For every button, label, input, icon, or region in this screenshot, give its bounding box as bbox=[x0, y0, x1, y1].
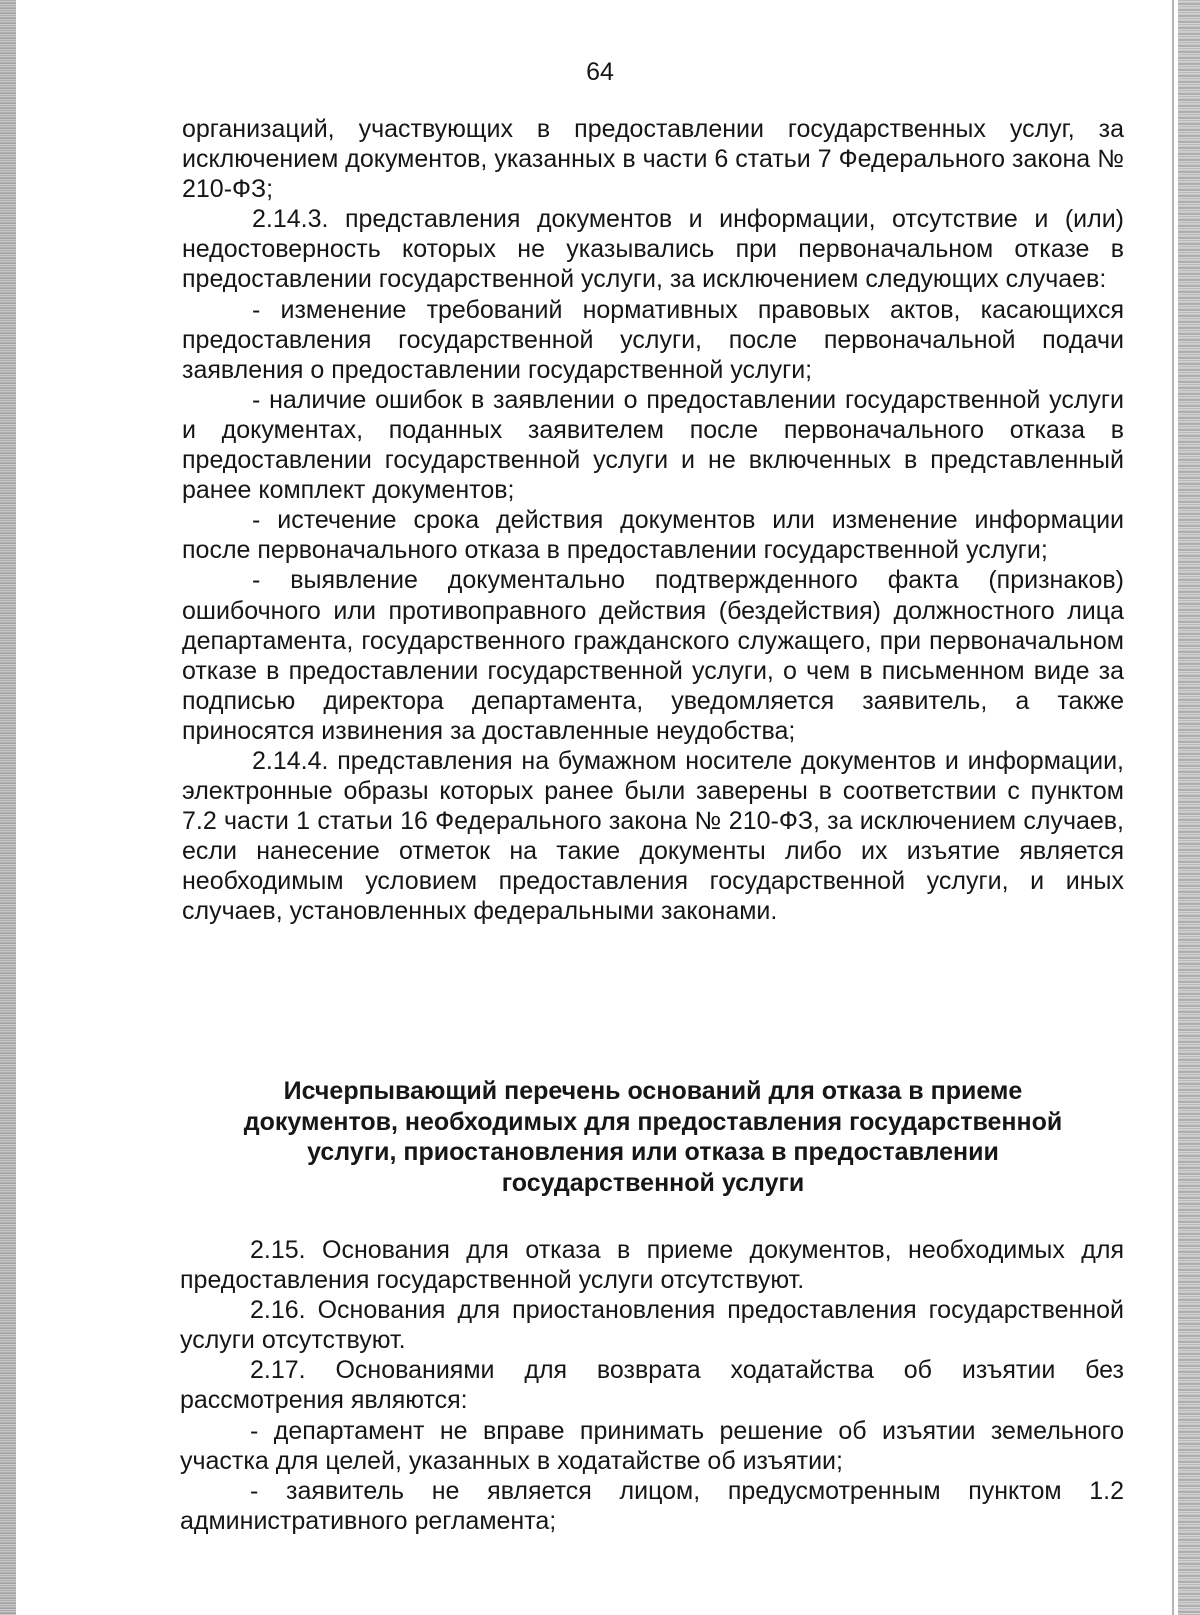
paragraph: - изменение требований нормативных правовых актов, касающихся предоставления государственной услуги, после первоначальной подачи заявления о предоставлении государственной услуги; bbox=[182, 295, 1124, 384]
paragraph: 2.14.4. представления на бумажном носителе документов и информации, электронные образы которых ранее были заверены в соответствии с пунктом 7.2 части 1 статьи 16 Федерального закона № 210-ФЗ, за исключением случаев, если нанесение отметок на такие документы либо их изъятие является необходимым условием предоставления государственной услуги, и иных случаев, установленных федеральными законами. bbox=[182, 746, 1124, 926]
paragraph: организаций, участвующих в предоставлении государственных услуг, за исключением документов, указанных в части 6 статьи 7 Федерального закона № 210-ФЗ; bbox=[182, 115, 1124, 204]
paragraph: 2.14.3. представления документов и информации, отсутствие и (или) недостоверность которых не указывались при первоначальном отказе в предоставлении государственной услуги, за исключением следующих случаев: bbox=[182, 205, 1124, 294]
body-text-top bbox=[182, 114, 1124, 927]
body-text-bottom bbox=[180, 1235, 1124, 1536]
paragraph: - истечение срока действия документов или изменение информации после первоначального отказа в предоставлении государственной услуги; bbox=[182, 506, 1124, 565]
paragraph: 2.17. Основаниями для возврата ходатайства об изъятии без рассмотрения являются: bbox=[180, 1356, 1124, 1415]
paragraph: - наличие ошибок в заявлении о предоставлении государственной услуги и документах, поданных заявителем после первоначального отказа в предоставлении государственной услуги и не включенных в представленный ранее комплект документов; bbox=[182, 385, 1124, 505]
heading-line: документов, необходимых для предоставления государственной bbox=[243, 1107, 1063, 1136]
paragraph: 2.15. Основания для отказа в приеме документов, необходимых для предоставления государственной услуги отсутствуют. bbox=[180, 1236, 1124, 1295]
heading-line: государственной услуги bbox=[501, 1168, 805, 1197]
scan-edge-right bbox=[1178, 0, 1200, 1615]
scan-edge-left bbox=[0, 0, 16, 1615]
scan-edge-line bbox=[1172, 0, 1174, 1615]
section-heading bbox=[182, 1076, 1124, 1198]
page-number: 64 bbox=[586, 58, 614, 86]
heading-line: Исчерпывающий перечень оснований для отказа в приеме bbox=[283, 1077, 1023, 1105]
paragraph: - выявление документально подтвержденного факта (признаков) ошибочного или противоправного действия (бездействия) должностного лица департамента, государственного гражданского служащего, при первоначальном отказе в предоставлении государственной услуги, о чем в письменном виде за подписью директора департамента, уведомляется заявитель, а также приносятся извинения за доставленные неудобства; bbox=[182, 566, 1124, 745]
paragraph: - департамент не вправе принимать решение об изъятии земельного участка для целей, указанных в ходатайстве об изъятии; bbox=[180, 1416, 1124, 1475]
heading-line: услуги, приостановления или отказа в предоставлении bbox=[307, 1138, 999, 1166]
paragraph: - заявитель не является лицом, предусмотренным пунктом 1.2 административного регламента; bbox=[180, 1476, 1124, 1535]
paragraph: 2.16. Основания для приостановления предоставления государственной услуги отсутствуют. bbox=[180, 1296, 1124, 1355]
